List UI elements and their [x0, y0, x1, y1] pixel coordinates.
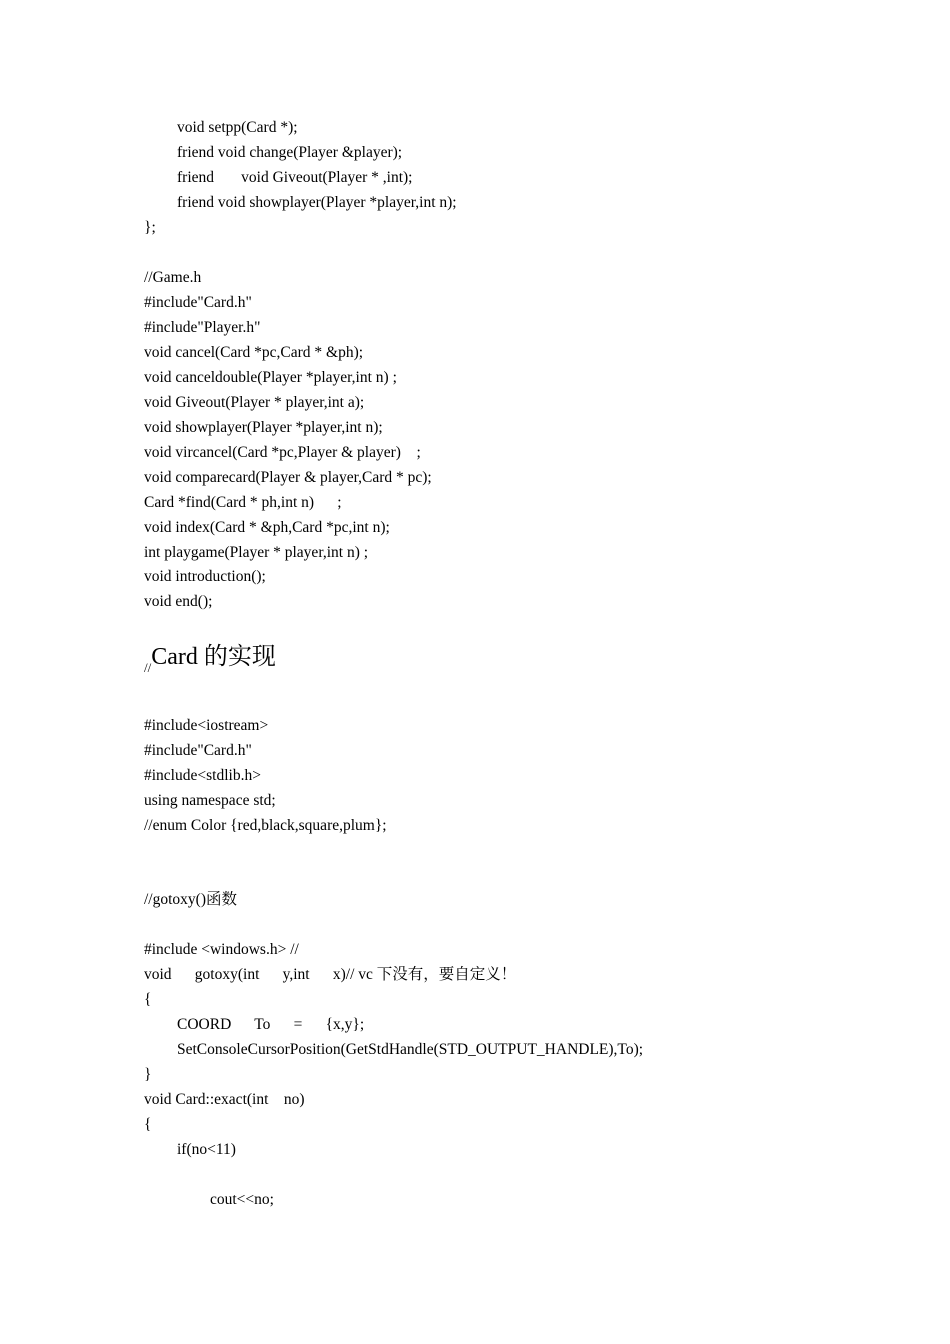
code-line: }: [144, 1066, 152, 1083]
code-line: #include"Player.h": [144, 319, 261, 336]
code-line: int playgame(Player * player,int n) ;: [144, 544, 369, 561]
code-line: if(no<11): [177, 1141, 236, 1158]
code-line: {: [144, 991, 152, 1008]
code-line: void cancel(Card *pc,Card * &ph);: [144, 344, 364, 361]
code-comment: //enum Color {red,black,square,plum};: [144, 817, 387, 834]
code-comment: //Game.h: [144, 269, 202, 286]
code-comment: //gotoxy()函数: [144, 891, 237, 908]
code-line: friend void Giveout(Player * ,int);: [177, 169, 413, 186]
code-line: void index(Card * &ph,Card *pc,int n);: [144, 519, 390, 536]
code-line: void gotoxy(int y,int x)// vc 下没有，要自定义！: [144, 966, 517, 983]
code-line: Card *find(Card * ph,int n) ;: [144, 494, 342, 511]
heading-prefix: //: [144, 660, 152, 675]
code-line: void end();: [144, 593, 213, 610]
code-line: void vircancel(Card *pc,Player & player) ;: [144, 444, 421, 461]
code-line: void setpp(Card *);: [177, 119, 298, 136]
code-line: void comparecard(Player & player,Card * pc);: [144, 469, 432, 486]
code-line: };: [144, 219, 156, 236]
code-line: cout<<no;: [210, 1191, 274, 1208]
code-line: friend void showplayer(Player *player,int n);: [177, 194, 457, 211]
code-line: #include<stdlib.h>: [144, 767, 261, 784]
code-line: SetConsoleCursorPosition(GetStdHandle(STD_OUTPUT_HANDLE),To);: [177, 1041, 644, 1058]
code-line: void canceldouble(Player *player,int n) ;: [144, 369, 397, 386]
code-line: {: [144, 1116, 152, 1133]
code-line: void Giveout(Player * player,int a);: [144, 394, 365, 411]
code-line: using namespace std;: [144, 792, 276, 809]
code-line: #include"Card.h": [144, 742, 252, 759]
code-line: friend void change(Player &player);: [177, 144, 403, 161]
section-heading: [144, 640, 276, 685]
code-line: void introduction();: [144, 568, 266, 585]
code-line: #include"Card.h": [144, 294, 252, 311]
code-line: #include<iostream>: [144, 717, 269, 734]
code-line: #include <windows.h> //: [144, 941, 299, 958]
heading-title: Card 的实现: [151, 644, 276, 670]
code-line: COORD To = {x,y};: [177, 1016, 365, 1033]
code-line: void showplayer(Player *player,int n);: [144, 419, 383, 436]
code-line: void Card::exact(int no): [144, 1091, 305, 1108]
